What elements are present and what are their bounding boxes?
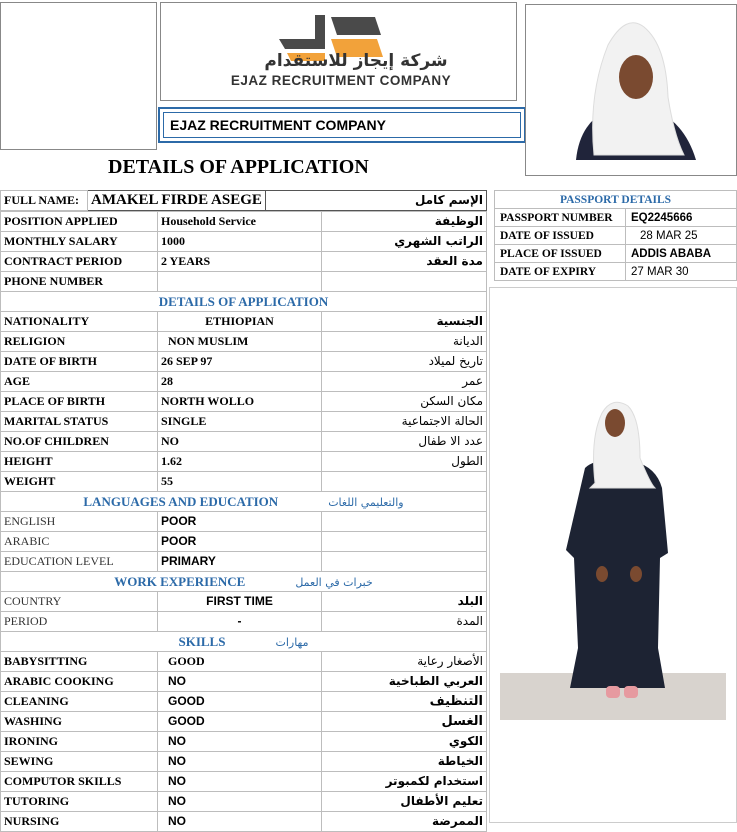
logo-english-text: EJAZ RECRUITMENT COMPANY — [230, 73, 452, 88]
row-value: NO — [158, 732, 322, 752]
application-body-table — [0, 211, 487, 832]
portrait-photo — [525, 4, 737, 176]
table-row — [1, 352, 487, 372]
row-label: NO.OF CHILDREN — [1, 432, 158, 452]
row-arabic: الخياطة — [322, 752, 487, 772]
row-arabic — [322, 472, 487, 492]
row-arabic: البلد — [322, 592, 487, 612]
row-value: NO — [158, 672, 322, 692]
application-details-table — [0, 190, 487, 211]
section-title: WORK EXPERIENCE — [114, 573, 246, 589]
passport-value: ADDIS ABABA — [626, 245, 737, 263]
row-label: ARABIC — [1, 532, 158, 552]
row-label: ENGLISH — [1, 512, 158, 532]
row-arabic: استخدام لكمبوتر — [322, 772, 487, 792]
table-row — [1, 332, 487, 352]
row-arabic: الأصغار رعاية — [322, 652, 487, 672]
row-label: WEIGHT — [1, 472, 158, 492]
row-arabic: المدة — [322, 612, 487, 632]
row-label: SEWING — [1, 752, 158, 772]
row-label: HEIGHT — [1, 452, 158, 472]
row-label: IRONING — [1, 732, 158, 752]
section-arabic: والتعليمي اللغات — [328, 495, 404, 509]
row-value: 55 — [158, 472, 322, 492]
table-row — [1, 252, 487, 272]
section-title: DETAILS OF APPLICATION — [158, 294, 329, 309]
row-value: POOR — [158, 532, 322, 552]
row-label: PERIOD — [1, 612, 158, 632]
passport-value: 28 MAR 25 — [626, 227, 737, 245]
row-arabic: العربي الطباخية — [322, 672, 487, 692]
row-value: NO — [158, 812, 322, 832]
table-row — [1, 432, 487, 452]
row-label: POSITION APPLIED — [1, 212, 158, 232]
full-name-row — [1, 191, 487, 211]
row-value: NON MUSLIM — [158, 332, 322, 352]
row-arabic: الغسل — [322, 712, 487, 732]
row-arabic — [322, 552, 487, 572]
blank-corner-box — [0, 2, 157, 150]
full-name-value: AMAKEL FIRDE ASEGE — [88, 191, 266, 211]
passport-title: PASSPORT DETAILS — [495, 191, 737, 209]
table-row — [1, 672, 487, 692]
row-arabic: تاريخ لميلاد — [322, 352, 487, 372]
row-value: 26 SEP 97 — [158, 352, 322, 372]
table-row — [1, 412, 487, 432]
passport-row — [495, 263, 737, 281]
table-row — [1, 812, 487, 832]
table-row — [1, 312, 487, 332]
full-body-photo-image — [490, 288, 736, 822]
row-arabic: عمر — [322, 372, 487, 392]
table-row — [1, 772, 487, 792]
row-value: NO — [158, 792, 322, 812]
row-arabic — [322, 532, 487, 552]
page-title: DETAILS OF APPLICATION — [108, 156, 369, 178]
row-arabic — [322, 512, 487, 532]
row-label: PHONE NUMBER — [1, 272, 158, 292]
row-value: 2 YEARS — [158, 252, 322, 272]
row-label: TUTORING — [1, 792, 158, 812]
row-label: BABYSITTING — [1, 652, 158, 672]
row-arabic: الكوي — [322, 732, 487, 752]
passport-row — [495, 209, 737, 227]
full-name-label: FULL NAME: — [1, 191, 88, 211]
row-value: FIRST TIME — [158, 592, 322, 612]
row-label: COUNTRY — [1, 592, 158, 612]
section-title: SKILLS — [178, 633, 226, 649]
row-arabic: الحالة الاجتماعية — [322, 412, 487, 432]
passport-value: EQ2245666 — [626, 209, 737, 227]
section-title: LANGUAGES AND EDUCATION — [83, 493, 279, 509]
row-label: MONTHLY SALARY — [1, 232, 158, 252]
row-label: ARABIC COOKING — [1, 672, 158, 692]
table-row — [1, 532, 487, 552]
portrait-photo-image — [526, 5, 736, 175]
row-arabic: الراتب الشهري — [322, 232, 487, 252]
row-value: NO — [158, 772, 322, 792]
section-header — [1, 632, 487, 652]
row-arabic: مكان السكن — [322, 392, 487, 412]
table-row — [1, 512, 487, 532]
row-value: POOR — [158, 512, 322, 532]
passport-label: DATE OF EXPIRY — [495, 263, 626, 281]
row-arabic: الجنسية — [322, 312, 487, 332]
row-value: 28 — [158, 372, 322, 392]
table-row — [1, 732, 487, 752]
table-row — [1, 392, 487, 412]
row-value: NO — [158, 432, 322, 452]
section-header — [1, 292, 487, 312]
row-arabic: مدة العقد — [322, 252, 487, 272]
row-label: WASHING — [1, 712, 158, 732]
full-body-photo — [489, 287, 737, 823]
passport-value: 27 MAR 30 — [626, 263, 737, 281]
row-value: SINGLE — [158, 412, 322, 432]
row-arabic — [322, 272, 487, 292]
row-label: RELIGION — [1, 332, 158, 352]
row-label: CLEANING — [1, 692, 158, 712]
row-arabic: تعليم الأطفال — [322, 792, 487, 812]
row-label: EDUCATION LEVEL — [1, 552, 158, 572]
full-name-arabic: الإسم كامل — [265, 191, 486, 211]
row-label: PLACE OF BIRTH — [1, 392, 158, 412]
row-arabic: الديانة — [322, 332, 487, 352]
table-row — [1, 612, 487, 632]
company-banner — [158, 107, 526, 143]
table-row — [1, 452, 487, 472]
row-label: DATE OF BIRTH — [1, 352, 158, 372]
row-value: 1.62 — [158, 452, 322, 472]
table-row — [1, 592, 487, 612]
row-arabic: الطول — [322, 452, 487, 472]
row-arabic: الممرضة — [322, 812, 487, 832]
row-label: NATIONALITY — [1, 312, 158, 332]
row-label: NURSING — [1, 812, 158, 832]
row-value: - — [158, 612, 322, 632]
row-value: GOOD — [158, 692, 322, 712]
table-row — [1, 712, 487, 732]
row-arabic: عدد الا طفال — [322, 432, 487, 452]
logo-arabic-text: شركة إيجاز للاستقدام — [264, 51, 448, 71]
section-arabic: خبرات في العمل — [295, 575, 373, 589]
table-row — [1, 752, 487, 772]
section-arabic: مهارات — [275, 635, 309, 649]
table-row — [1, 792, 487, 812]
row-value: NO — [158, 752, 322, 772]
table-row — [1, 232, 487, 252]
row-label: COMPUTOR SKILLS — [1, 772, 158, 792]
table-row — [1, 472, 487, 492]
passport-row — [495, 245, 737, 263]
section-header — [1, 572, 487, 592]
row-value: PRIMARY — [158, 552, 322, 572]
passport-row — [495, 227, 737, 245]
row-value: 1000 — [158, 232, 322, 252]
section-header — [1, 492, 487, 512]
company-logo-box — [160, 2, 517, 101]
table-row — [1, 692, 487, 712]
row-value: NORTH WOLLO — [158, 392, 322, 412]
table-row — [1, 372, 487, 392]
row-arabic: الوظيفة — [322, 212, 487, 232]
table-row — [1, 212, 487, 232]
row-label: CONTRACT PERIOD — [1, 252, 158, 272]
table-row — [1, 552, 487, 572]
row-value: GOOD — [158, 712, 322, 732]
row-value — [158, 272, 322, 292]
passport-label: PASSPORT NUMBER — [495, 209, 626, 227]
table-row — [1, 272, 487, 292]
row-label: AGE — [1, 372, 158, 392]
passport-label: DATE OF ISSUED — [495, 227, 626, 245]
row-label: MARITAL STATUS — [1, 412, 158, 432]
row-arabic: التنظيف — [322, 692, 487, 712]
passport-details-table — [494, 190, 737, 281]
row-value: GOOD — [158, 652, 322, 672]
row-value: ETHIOPIAN — [158, 312, 322, 332]
passport-label: PLACE OF ISSUED — [495, 245, 626, 263]
table-row — [1, 652, 487, 672]
row-value: Household Service — [158, 212, 322, 232]
company-banner-text: EJAZ RECRUITMENT COMPANY — [163, 112, 521, 138]
